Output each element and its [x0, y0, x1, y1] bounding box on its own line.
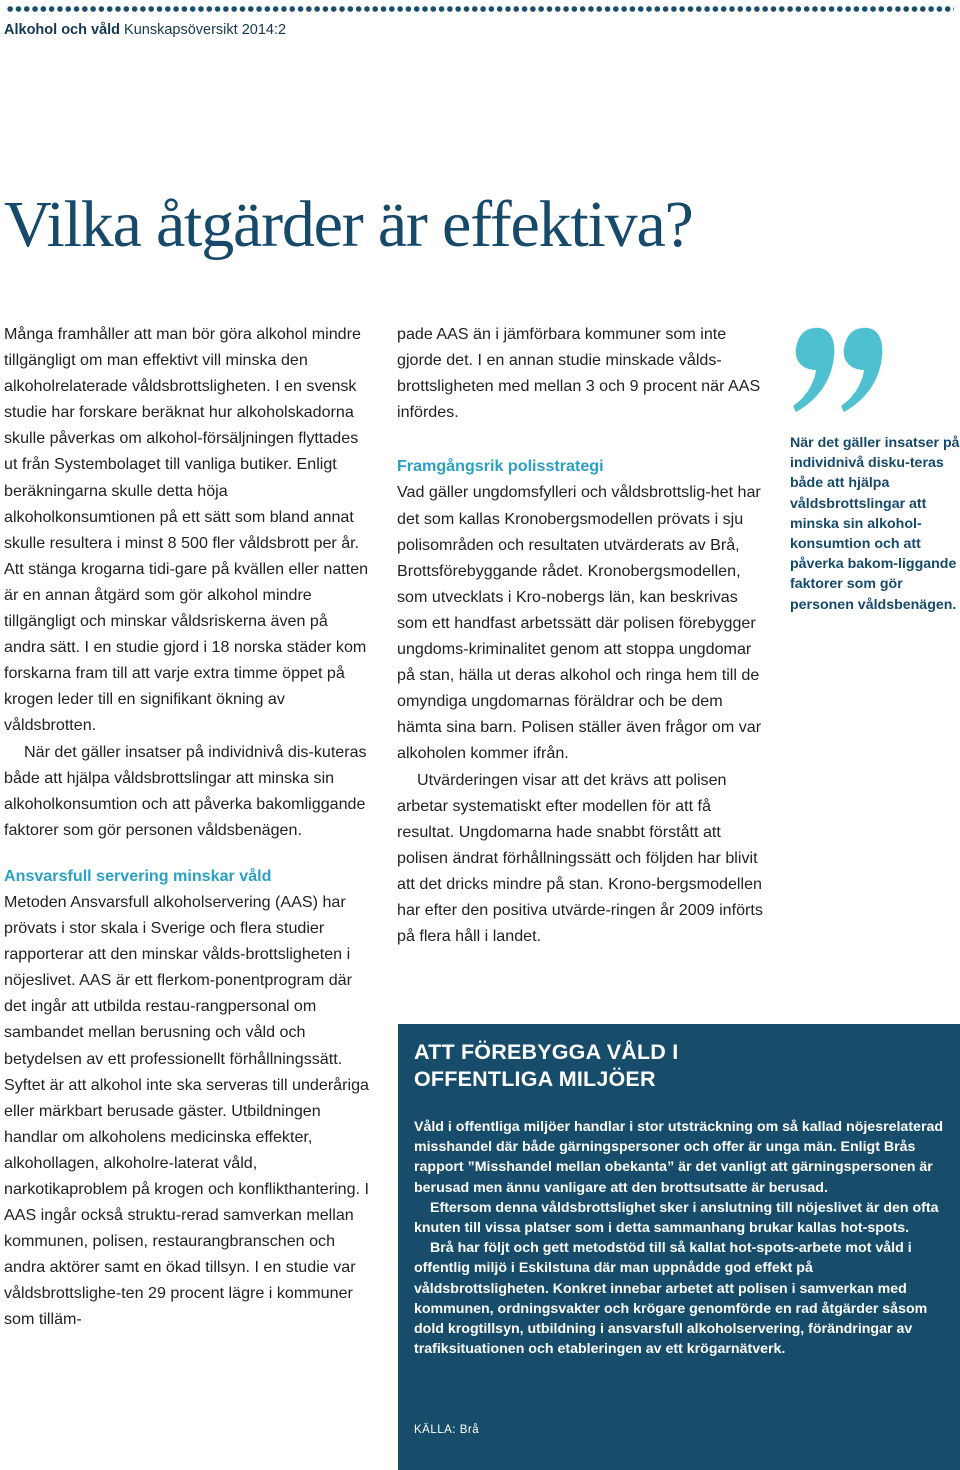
info-box-heading: ATT FÖREBYGGA VÅLD I OFFENTLIGA MILJÖER — [414, 1040, 679, 1091]
aas-paragraph: Metoden Ansvarsfull alkoholservering (AAS) har prövats i stor skala i Sverige och flera studier rapporterar att den minskar vålds-brottsligheten i nöjeslivet. AAS är ett flerkom-ponentprogram där det ingår att utbilda restau-rangpersonal om sambandet mellan berusning och våld och betydelsen av ett professionellt förhållningssätt. Syftet är att alkohol inte ska serveras till underåriga eller märkbart berusade gäster. Utbildningen handlar om alkoholens medicinska effekter, alkohollagen, alkoholre-laterat våld, narkotikaproblem på krogen och konflikthantering. I AAS ingår också struktu-rerad samverkan mellan kommunen, polisen, restaurangbranschen och andra aktörer samt en ökad tillsyn. I en studie var våldsbrottslighe-ten 29 procent lägre i kommuner som tilläm- — [4, 892, 370, 1329]
page-title: Vilka åtgärder är effektiva? — [4, 188, 693, 261]
section-heading-police: Framgångsrik polisstrategi — [397, 457, 604, 476]
intro-paragraph: Många framhåller att man bör göra alkohol mindre tillgängligt om man effektivt vill minska den alkoholrelaterade våldsbrottsligheten. I en svensk studie har forskare beräknat hur alkoholskadorna skulle påverkas om alkohol-försäljningen flyttades ut från Systembolaget till vanliga butiker. Enligt beräkningarna skulle detta höja alkoholkonsumtionen på ett sätt som bland annat skulle resultera i minst 8 500 fler våldsbrott per år. Att stänga krogarna tidi-gare på kvällen eller natten är en annan åtgärd som gör alkohol mindre tillgängligt och minskar våldsriskerna även på andra sätt. I en studie gjord i 18 norska städer kom forskarna fram till att varje extra timme öppet på krogen leder till en signifikant ökning av våldsbrotten. — [4, 325, 369, 735]
info-box-source: KÄLLA: Brå — [414, 1424, 480, 1436]
aas-continuation-paragraph: pade AAS än i jämförbara kommuner som inte gjorde det. I en annan studie minskade vålds-brottsligheten med mellan 3 och 9 procent när AAS infördes. — [397, 325, 761, 422]
individual-level-paragraph: När det gäller insatser på individnivå dis-kuteras både att hjälpa våldsbrottslingar att minska sin alkoholkonsumtion och att påverka bakomliggande faktorer som gör personen våldsbenägen. — [4, 742, 367, 839]
info-box-paragraph-3: Brå har följt och gett metodstöd till så kallat hot-spots-arbete mot våld i offentlig miljö i Eskilstuna där man uppnådde god effekt på våldsbrottsligheten. Konkret innebar arbetet att polisen i samverkan med kommunen, ordningsvakter och krögare genomförde en rad åtgärder såsom dold krogtillsyn, utbildning i ansvarsfull alkoholservering, förändringar av trafiksituationen och etableringen av ett krögarnätverk. — [414, 1240, 928, 1358]
kronoberg-paragraph: Vad gäller ungdomsfylleri och våldsbrottslig-het har det som kallas Kronobergsmodellen prövats i sju polisområden och resultaten utvärderats av Brå, Brottsförebyggande rådet. Kronobergsmodellen, som utvecklats i Kro-nobergs län, kan beskrivas som ett handfast arbetssätt där polisen förebygger ungdoms-kriminalitet genom att stoppa ungdomar på stan, hälla ut deras alkohol och ringa hem till de omyndiga ungdomarnas föräldrar och be dem hämta sina barn. Polisen ställer även frågor om var alkoholen kommer ifrån. — [397, 483, 762, 763]
text-column-left — [4, 321, 370, 1333]
info-box — [398, 1024, 960, 1470]
header-publication: Kunskapsöversikt 2014:2 — [124, 22, 287, 38]
info-box-body — [414, 1117, 944, 1359]
header-dot-rule — [6, 5, 954, 13]
section-heading-aas: Ansvarsfull servering minskar våld — [4, 866, 272, 885]
info-box-paragraph-1: Våld i offentliga miljöer handlar i stor utsträckning om så kallad nöjesrelaterad misshandel där både gärningspersoner och offer är unga män. Enligt Brås rapport ”Misshandel mellan obekanta” är det vanligt att gärningspersonen är berusad men ännu vanligare att den brottsutsatte är berusad. — [414, 1119, 944, 1196]
evaluation-paragraph: Utvärderingen visar att det krävs att polisen arbetar systematiskt efter modellen för att få resultat. Ungdomarna hade snabbt förstått att polisen ändrat förhållningssätt och följden har blivit att det dricks mindre på stan. Krono-bergsmodellen har efter den positiva utvärde-ringen år 2009 införts på flera håll i landet. — [397, 770, 763, 946]
pull-quote: När det gäller insatser på individnivå disku-teras både att hjälpa våldsbrottslingar att minska sin alkohol-konsumtion och att påverka bakom-liggande faktorer som gör personen våldsbenägen. — [790, 435, 960, 613]
running-header — [4, 22, 286, 38]
text-column-middle — [397, 321, 770, 949]
header-section: Alkohol och våld — [4, 22, 121, 38]
info-box-paragraph-2: Eftersom denna våldsbrottslighet sker i anslutning till nöjeslivet är den ofta knuten till vissa platser som i detta sammanhang brukar kallas hot-spots. — [414, 1199, 939, 1237]
quotation-mark-icon — [788, 300, 888, 420]
